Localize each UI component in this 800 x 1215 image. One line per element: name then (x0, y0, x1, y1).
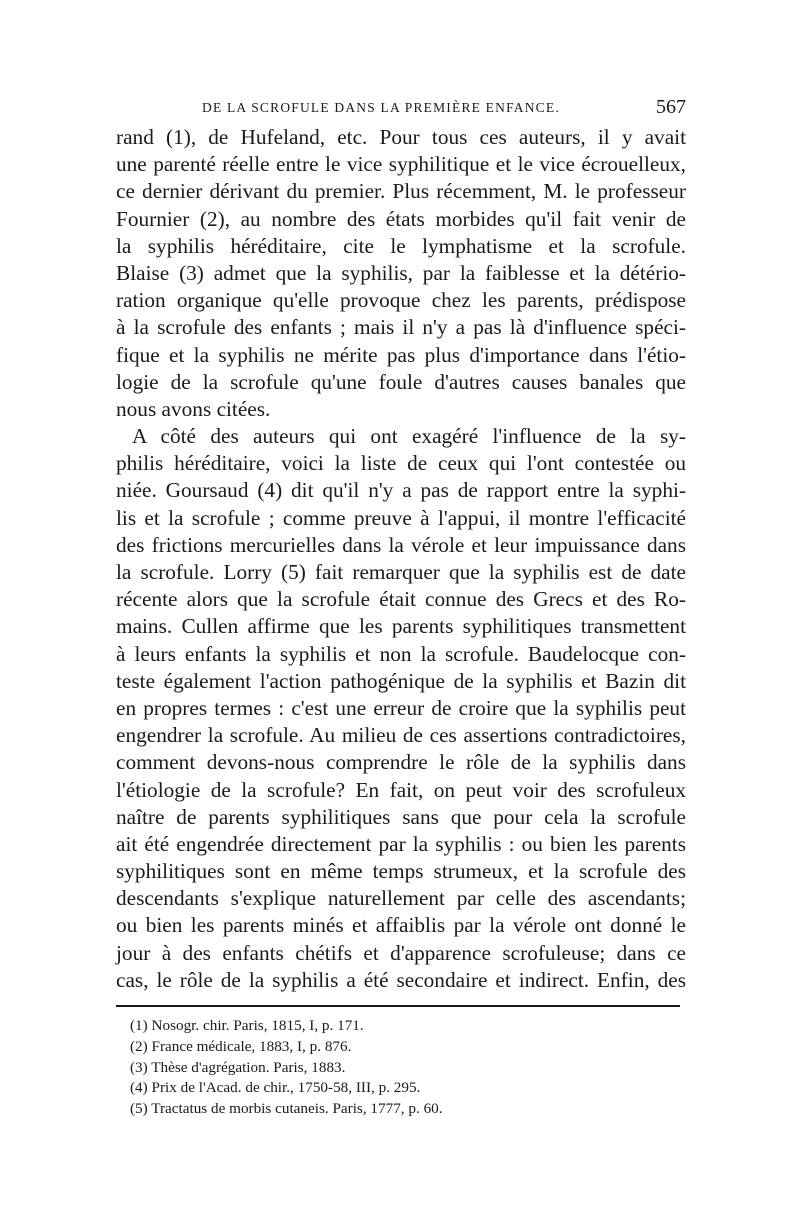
text-line: A côté des auteurs qui ont exagéré l'influence de la sy- (132, 424, 686, 449)
text-line: lis et la scrofule ; comme preuve à l'appui, il montre l'efficacité (116, 505, 686, 530)
text-line: descendants s'explique naturellement par celle des ascendants; (116, 886, 686, 911)
text-line: philis héréditaire, voici la liste de ceux qui l'ont contestée ou (116, 451, 686, 476)
text-line: logie de la scrofule qu'une foule d'autres causes banales que (116, 369, 686, 394)
text-line: l'étiologie de la scrofule? En fait, on peut voir des scrofuleux (116, 777, 686, 802)
running-title: DE LA SCROFULE DANS LA PREMIÈRE ENFANCE. (202, 100, 560, 115)
text-line: ration organique qu'elle provoque chez les parents, prédispose (116, 288, 686, 313)
text-line: engendrer la scrofule. Au milieu de ces assertions contradictoires, (116, 723, 686, 748)
footnote: (2) France médicale, 1883, I, p. 876. (130, 1037, 352, 1055)
body-text (116, 124, 686, 994)
text-line: en propres termes : c'est une erreur de croire que la syphilis peut (116, 695, 686, 720)
footnote: (3) Thèse d'agrégation. Paris, 1883. (130, 1058, 346, 1076)
text-line: ou bien les parents minés et affaiblis par la vérole ont donné le (116, 913, 686, 938)
text-line: jour à des enfants chétifs et d'apparence scrofuleuse; dans ce (116, 940, 686, 965)
text-line: naître de parents syphilitiques sans que pour cela la scrofule (116, 804, 686, 829)
text-line: à la scrofule des enfants ; mais il n'y a pas là d'influence spéci- (116, 315, 686, 340)
text-line: teste également l'action pathogénique de la syphilis et Bazin dit (116, 668, 686, 693)
text-line: rand (1), de Hufeland, etc. Pour tous ces auteurs, il y avait (116, 125, 686, 149)
text-line: nous avons citées. (116, 396, 271, 421)
text-line: fique et la syphilis ne mérite pas plus d'importance dans l'étio- (116, 342, 686, 367)
footnotes (130, 1016, 650, 1120)
text-line: des frictions mercurielles dans la vérole et leur impuissance dans (116, 532, 686, 557)
footnote: (4) Prix de l'Acad. de chir., 1750-58, III, p. 295. (130, 1079, 421, 1097)
text-line: une parenté réelle entre le vice syphilitique et le vice écrouelleux, (116, 152, 686, 177)
page-number: 567 (656, 96, 686, 118)
text-line: récente alors que la scrofule était connue des Grecs et des Ro- (116, 587, 686, 612)
page-header (116, 96, 686, 122)
text-line: niée. Goursaud (4) dit qu'il n'y a pas de rapport entre la syphi- (116, 478, 686, 503)
text-line: mains. Cullen affirme que les parents syphilitiques transmettent (116, 614, 686, 639)
text-line: syphilitiques sont en même temps strumeux, et la scrofule des (116, 859, 686, 884)
footnote: (1) Nosogr. chir. Paris, 1815, I, p. 171. (130, 1017, 364, 1034)
text-line: la scrofule. Lorry (5) fait remarquer que la syphilis est de date (116, 560, 686, 584)
text-line: ce dernier dérivant du premier. Plus récemment, M. le professeur (116, 179, 686, 204)
footnote: (5) Tractatus de morbis cutaneis. Paris, 1777, p. 60. (130, 1100, 443, 1118)
text-line: Blaise (3) admet que la syphilis, par la faiblesse et la détério- (116, 260, 686, 285)
text-line: la syphilis héréditaire, cite le lymphatisme et la scrofule. (116, 233, 686, 258)
text-line: cas, le rôle de la syphilis a été secondaire et indirect. Enfin, des (116, 967, 686, 992)
text-line: Fournier (2), au nombre des états morbides qu'il fait venir de (116, 206, 686, 231)
text-line: à leurs enfants la syphilis et non la scrofule. Baudelocque con- (116, 641, 686, 666)
text-line: ait été engendrée directement par la syphilis : ou bien les parents (116, 831, 686, 856)
footnote-separator (116, 1005, 680, 1007)
text-line: comment devons-nous comprendre le rôle de la syphilis dans (116, 750, 686, 775)
